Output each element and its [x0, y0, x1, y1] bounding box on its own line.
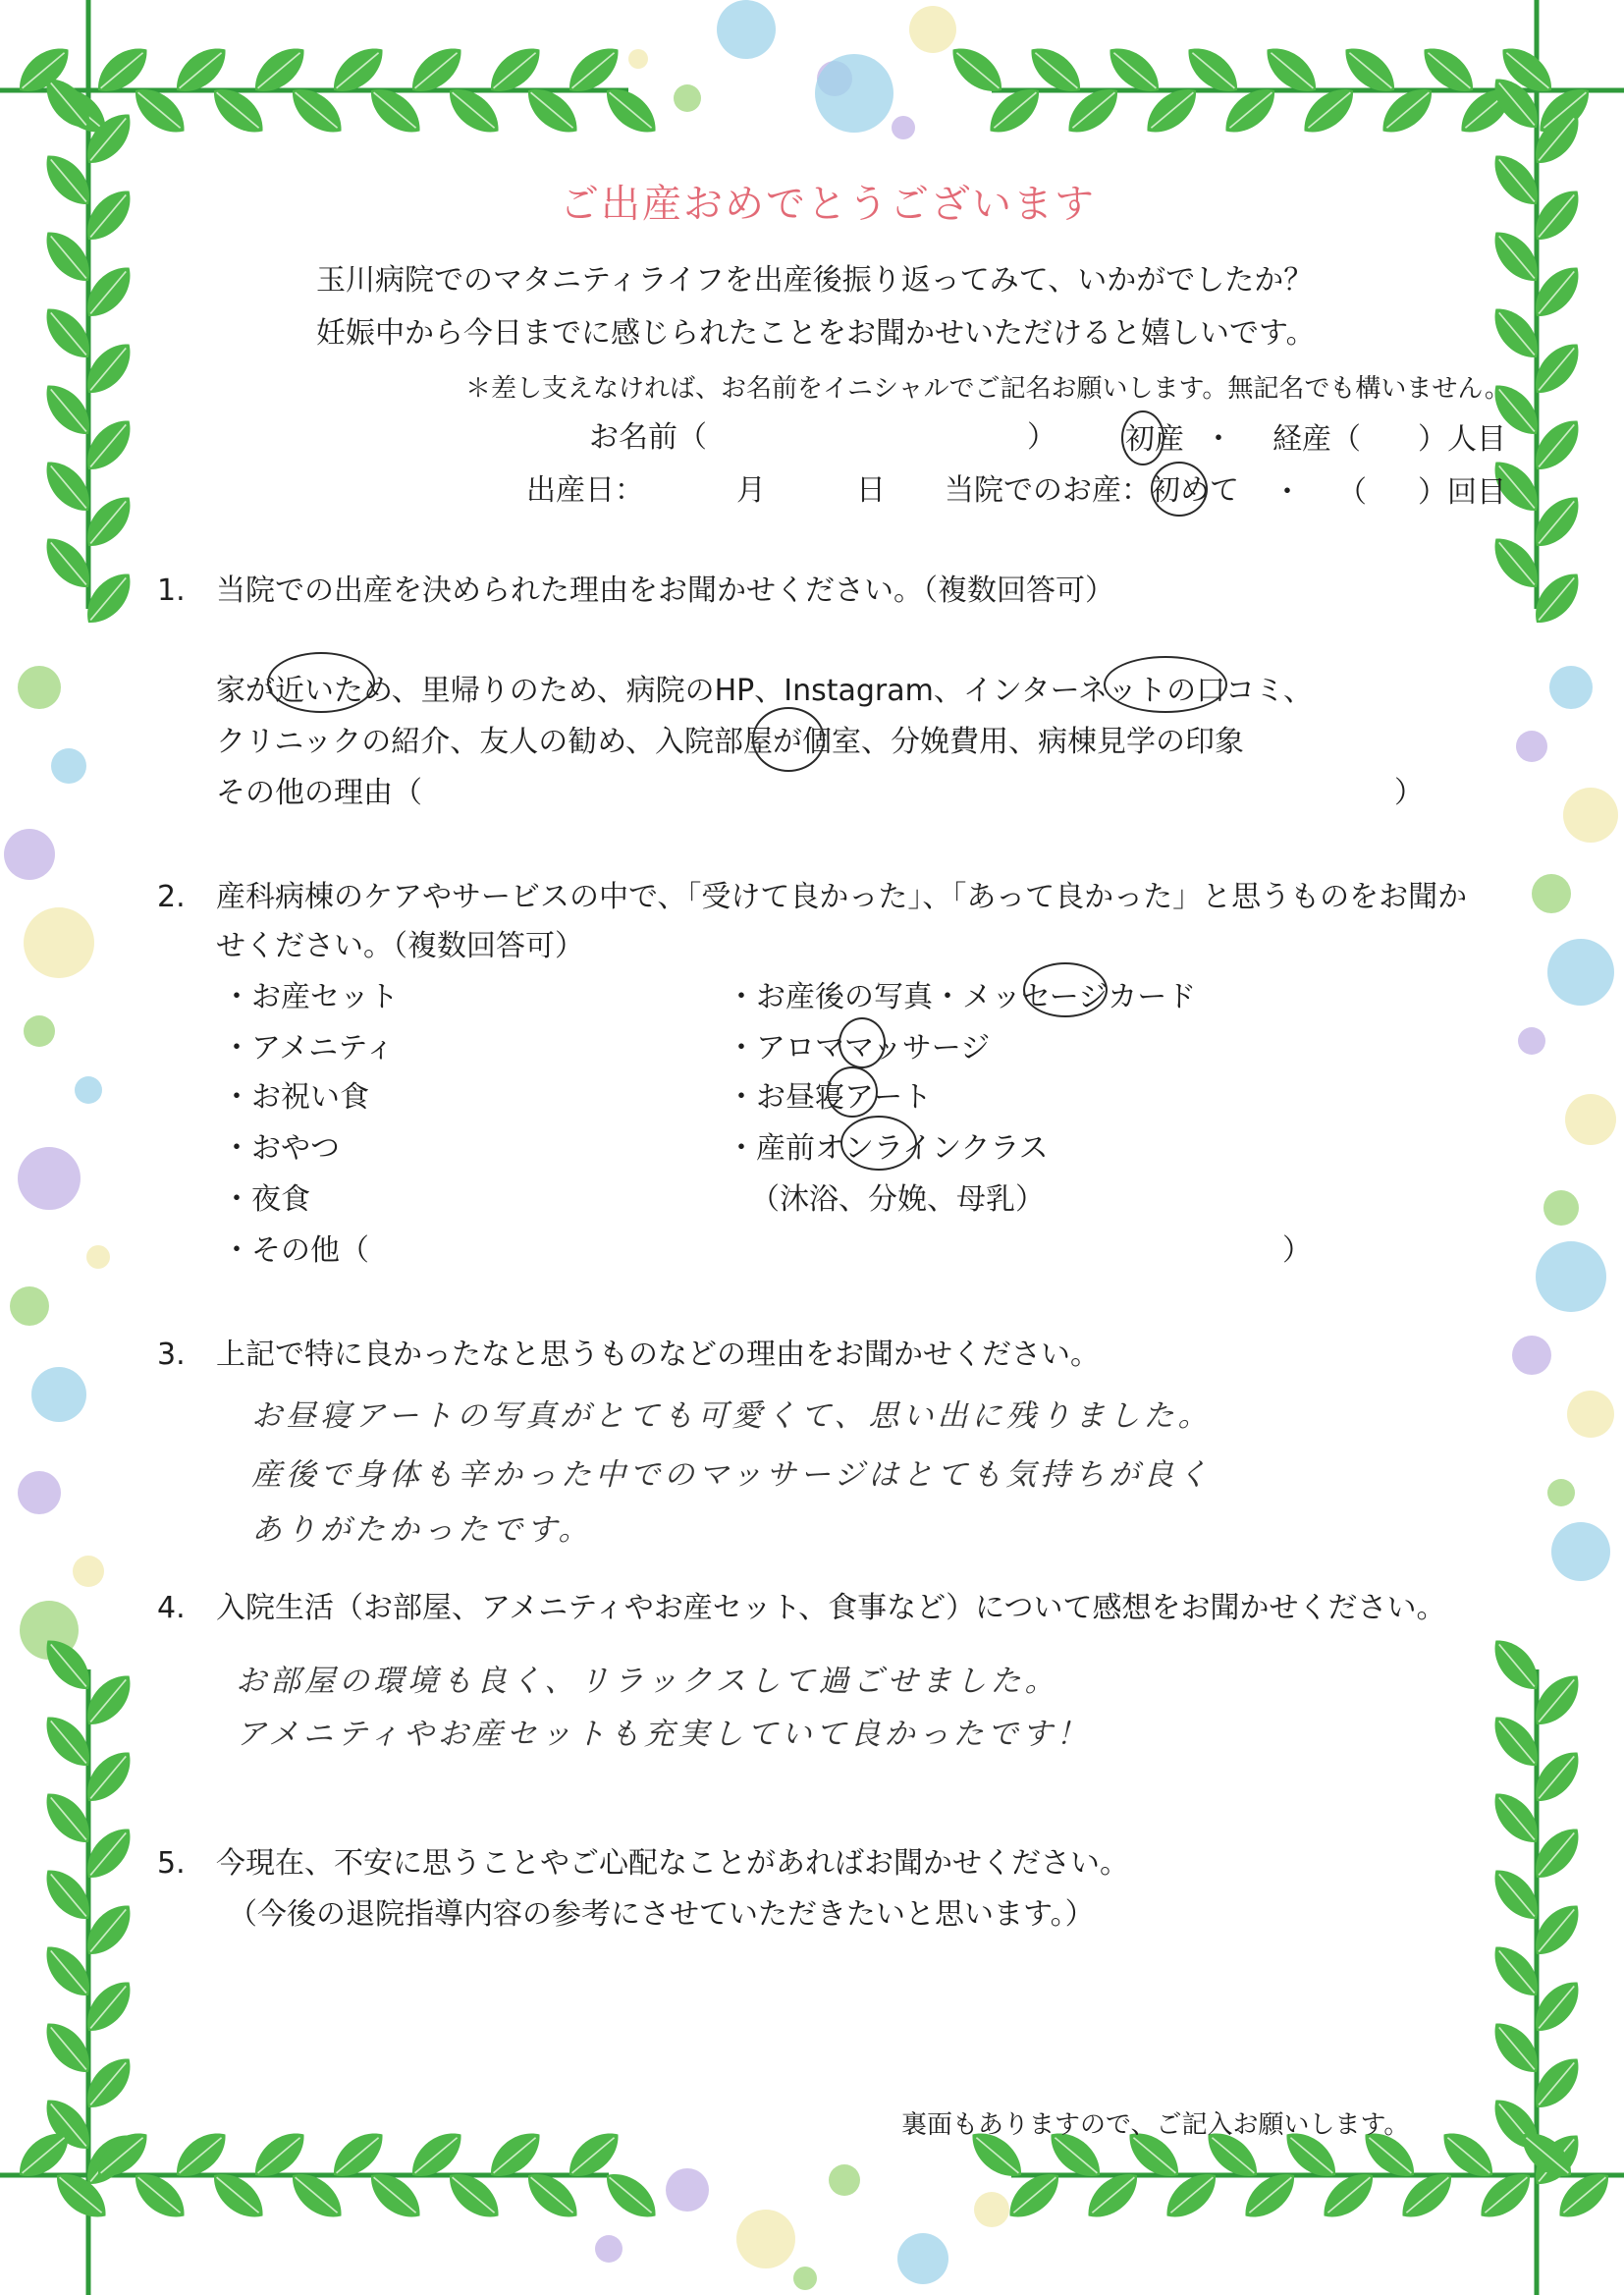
- footer-note: 裏面もありますので、ご記入お願いします。: [901, 2110, 1410, 2140]
- pastel-dot: [1551, 1522, 1610, 1581]
- multi-birth-option[interactable]: 経産（: [1272, 422, 1361, 457]
- separator-dot-2: ・: [1272, 475, 1302, 510]
- q1-other-label: その他の理由（: [216, 776, 422, 810]
- pastel-dot: [628, 49, 648, 69]
- q3-text: 上記で特に良かったなと思うものなどの理由をお聞かせください。: [216, 1338, 1100, 1372]
- pastel-dot: [75, 1076, 102, 1104]
- pastel-dot: [1516, 731, 1547, 762]
- intro-line-1: 玉川病院でのマタニティライフを出産後振り返ってみて、いかがでしたか？: [316, 263, 1314, 298]
- pastel-dot: [1547, 939, 1614, 1006]
- pastel-dot: [829, 2164, 860, 2196]
- pastel-dot: [1567, 1391, 1614, 1438]
- pastel-dot: [793, 2267, 817, 2290]
- q2-right-item[interactable]: ・アロママッサージ: [727, 1031, 991, 1066]
- q4-answer-line[interactable]: お部屋の環境も良く、リラックスして過ごせました。: [236, 1664, 1059, 1699]
- nth-person-label: ）人目: [1418, 422, 1506, 457]
- pastel-dot: [1532, 874, 1571, 913]
- nth-time-label: ）回目: [1418, 475, 1506, 510]
- pastel-dot: [4, 829, 55, 880]
- q2-online-class-circle: [840, 1116, 917, 1171]
- pastel-dot: [1563, 788, 1618, 843]
- pastel-dot: [974, 2192, 1009, 2227]
- q2-right-item[interactable]: ・産前オンラインクラス: [727, 1131, 1049, 1166]
- page-title: ご出産おめでとうございます: [560, 182, 1096, 227]
- q2-right-subnote: （沐浴、分娩、母乳）: [750, 1182, 1045, 1217]
- pastel-dot: [815, 54, 893, 133]
- pastel-dot: [10, 1286, 49, 1326]
- pastel-dot: [666, 2168, 709, 2212]
- q1-number: 1.: [157, 574, 186, 608]
- q5-text: 今現在、不安に思うことやご心配なことがあればお聞かせください。: [216, 1846, 1129, 1881]
- pastel-dot: [73, 1556, 104, 1587]
- q2-left-item[interactable]: ・おやつ: [222, 1131, 340, 1166]
- q2-left-item[interactable]: ・夜食: [222, 1182, 310, 1217]
- first-birth-circle-mark: [1121, 410, 1164, 465]
- initials-note: ＊差し支えなければ、お名前をイニシャルでご記名お願いします。無記名でも構いません。: [465, 374, 1510, 404]
- pastel-dot: [86, 1245, 110, 1269]
- q5-answer-area[interactable]: [236, 1954, 1394, 2072]
- pastel-dot: [897, 2233, 948, 2284]
- pastel-dot: [31, 1367, 86, 1422]
- q4-number: 4.: [157, 1591, 186, 1625]
- pastel-dot: [892, 116, 915, 139]
- q1-options-line2[interactable]: クリニックの紹介、友人の勧め、入院部屋が個室、分娩費用、病棟見学の印象: [216, 725, 1244, 759]
- q5-number: 5.: [157, 1846, 186, 1881]
- pastel-dot: [1547, 1479, 1575, 1506]
- q2-left-item[interactable]: ・その他（: [222, 1233, 369, 1268]
- name-field[interactable]: [707, 420, 1021, 456]
- separator-dot: ・: [1204, 422, 1233, 457]
- q2-message-card-circle: [1023, 962, 1108, 1017]
- pastel-dot: [717, 0, 776, 59]
- q2-left-item[interactable]: ・お祝い食: [222, 1080, 369, 1115]
- pastel-dot: [24, 907, 94, 978]
- pastel-dot: [1512, 1336, 1551, 1375]
- q3-answer-line[interactable]: ありがたかったです。: [251, 1512, 593, 1548]
- pastel-dot: [1543, 1190, 1579, 1226]
- q1-text: 当院での出産を決められた理由をお聞かせください。（複数回答可）: [216, 574, 1114, 608]
- first-birth-option[interactable]: 初産: [1125, 422, 1184, 457]
- month-label: 月: [736, 473, 766, 508]
- q2-left-item[interactable]: ・アメニティ: [222, 1031, 395, 1066]
- pastel-dot: [51, 748, 86, 784]
- pastel-dot: [1536, 1241, 1606, 1312]
- pastel-dot: [1565, 1094, 1616, 1145]
- q1-internet-reviews-circle: [1104, 656, 1227, 713]
- q2-other-close: ）: [1282, 1233, 1312, 1268]
- q1-close-to-home-circle: [267, 652, 375, 713]
- q4-answer-line[interactable]: アメニティやお産セットも充実していて良かったです！: [236, 1717, 1091, 1752]
- q2-number: 2.: [157, 880, 186, 914]
- q1-private-room-circle: [752, 707, 825, 772]
- q3-answer-line[interactable]: お昼寝アートの写真がとても可愛くて、思い出に残りました。: [251, 1398, 1213, 1434]
- q3-answer-line[interactable]: 産後で身体も辛かった中でのマッサージはとても気持ちが良く: [251, 1457, 1213, 1493]
- q2-text-line1: 産科病棟のケアやサービスの中で、「受けて良かった」、「あって良かった」と思うものをお聞か: [216, 880, 1468, 914]
- q1-options-line1[interactable]: 家が近いため、里帰りのため、病院のHP、Instagram、インターネットの口コミ、: [216, 674, 1313, 708]
- q4-text: 入院生活（お部屋、アメニティやお産セット、食事など）について感想をお聞かせください。: [216, 1591, 1446, 1625]
- q5-subtext: （今後の退院指導内容の参考にさせていただきたいと思います。）: [228, 1897, 1095, 1932]
- name-label: お名前（: [589, 420, 707, 455]
- pastel-dot: [595, 2235, 623, 2263]
- pastel-dot: [1549, 666, 1593, 709]
- q2-nap-art-circle: [827, 1066, 878, 1118]
- q1-other-close: ）: [1394, 776, 1424, 810]
- day-label: 日: [856, 473, 886, 508]
- name-close: ）: [1027, 420, 1056, 455]
- intro-line-2: 妊娠中から今日までに感じられたことをお聞かせいただけると嬉しいです。: [316, 316, 1316, 351]
- pastel-dot: [909, 6, 956, 53]
- q2-aroma-circle: [839, 1017, 886, 1068]
- q2-left-item[interactable]: ・お産セット: [222, 980, 399, 1014]
- pastel-dot: [674, 84, 701, 112]
- hospital-birth-label: 当院でのお産：: [945, 473, 1151, 508]
- first-time-option[interactable]: 初めて: [1151, 473, 1239, 508]
- pastel-dot: [18, 666, 61, 709]
- first-time-circle-mark: [1151, 462, 1208, 517]
- pastel-dot: [736, 2210, 795, 2268]
- q2-text-line2: せください。（複数回答可）: [216, 929, 584, 963]
- times-paren-open: （: [1337, 475, 1367, 510]
- birth-date-label: 出産日：: [526, 473, 644, 508]
- pastel-dot: [24, 1015, 55, 1047]
- pastel-dot: [18, 1147, 81, 1210]
- pastel-dot: [18, 1471, 61, 1514]
- pastel-dot: [1518, 1027, 1545, 1055]
- q2-right-item[interactable]: ・お昼寝アート: [727, 1080, 933, 1115]
- q3-number: 3.: [157, 1338, 186, 1372]
- q2-right-item[interactable]: ・お産後の写真・メッセージカード: [727, 980, 1197, 1014]
